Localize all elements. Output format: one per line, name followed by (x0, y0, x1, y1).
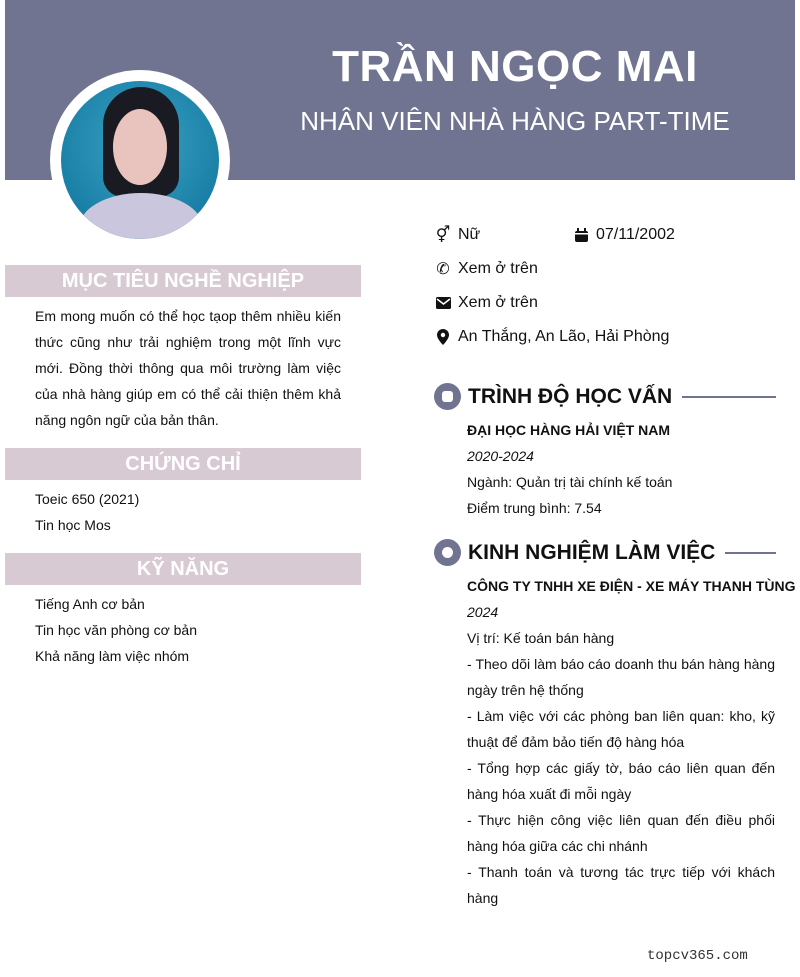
birthday-row (572, 226, 675, 244)
divider (725, 552, 776, 554)
education-major: Ngành: Quản trị tài chính kế toán (467, 474, 673, 490)
birthday-value: 07/11/2002 (596, 226, 675, 243)
list-item: Tiếng Anh cơ bản (35, 596, 145, 612)
certificates-list (35, 486, 341, 538)
address-value: An Thắng, An Lão, Hải Phòng (458, 328, 670, 345)
duty-item: - Theo dõi làm báo cáo doanh thu bán hàng hàng ngày trên hệ thống (467, 656, 775, 698)
email-value: Xem ở trên (458, 294, 538, 311)
envelope-icon (434, 294, 452, 312)
gear-icon (434, 539, 461, 566)
email-row (434, 294, 538, 312)
education-gpa: Điểm trung bình: 7.54 (467, 500, 602, 516)
avatar (61, 81, 219, 239)
gender-value: Nữ (458, 226, 481, 243)
gender-icon: ⚥ (435, 227, 451, 244)
candidate-name: TRẦN NGỌC MAI (332, 42, 698, 91)
divider (682, 396, 776, 398)
gender-row (434, 226, 480, 244)
experience-position: Vị trí: Kế toán bán hàng (467, 630, 615, 646)
section-heading-objective: MỤC TIÊU NGHỀ NGHIỆP (5, 265, 361, 297)
duty-item: - Làm việc với các phòng ban liên quan: kho, kỹ thuật để đảm bảo tiến độ hàng hóa (467, 708, 775, 750)
duty-item: - Thanh toán và tương tác trực tiếp với khách hàng (467, 864, 775, 906)
book-icon (434, 383, 461, 410)
section-heading-education: TRÌNH ĐỘ HỌC VẤN (434, 383, 776, 410)
job-title: NHÂN VIÊN NHÀ HÀNG PART-TIME (300, 106, 730, 136)
school-name: ĐẠI HỌC HÀNG HẢI VIỆT NAM (467, 422, 670, 438)
address-row (434, 328, 669, 346)
list-item: Toeic 650 (2021) (35, 491, 140, 507)
skills-list (35, 591, 341, 669)
company-name: CÔNG TY TNHH XE ĐIỆN - XE MÁY THANH TÙNG (467, 578, 796, 594)
watermark: topcv365.com (647, 948, 748, 964)
experience-entry (467, 573, 796, 911)
phone-value: Xem ở trên (458, 260, 538, 277)
objective-text: Em mong muốn có thể học tạop thêm nhiều kiến thức cũng như trải nghiệm trong một lĩnh vực mới. Đồng thời thông qua môi trường làm việc của nhà hàng giúp em có thể cải thiện thêm khả năng ngôn ngữ của bản thân. (35, 308, 341, 428)
section-heading-experience: KINH NGHIỆM LÀM VIỆC (434, 539, 776, 566)
experience-period: 2024 (467, 604, 499, 620)
duty-item: - Tổng hợp các giấy tờ, báo cáo liên quan đến hàng hóa xuất đi mỗi ngày (467, 760, 775, 802)
duty-item: - Thực hiện công việc liên quan đến điều phối hàng hóa giữa các chi nhánh (467, 812, 775, 854)
calendar-icon (572, 226, 590, 244)
list-item: Tin học văn phòng cơ bản (35, 622, 197, 638)
section-heading-certificates: CHỨNG CHỈ (5, 448, 361, 480)
education-entry (467, 417, 775, 521)
phone-row (434, 260, 538, 278)
section-heading-skills: KỸ NĂNG (5, 553, 361, 585)
map-pin-icon (434, 328, 452, 346)
phone-icon: ✆ (436, 261, 450, 278)
list-item: Tin học Mos (35, 517, 111, 533)
list-item: Khả năng làm việc nhóm (35, 648, 190, 664)
education-period: 2020-2024 (467, 448, 534, 464)
